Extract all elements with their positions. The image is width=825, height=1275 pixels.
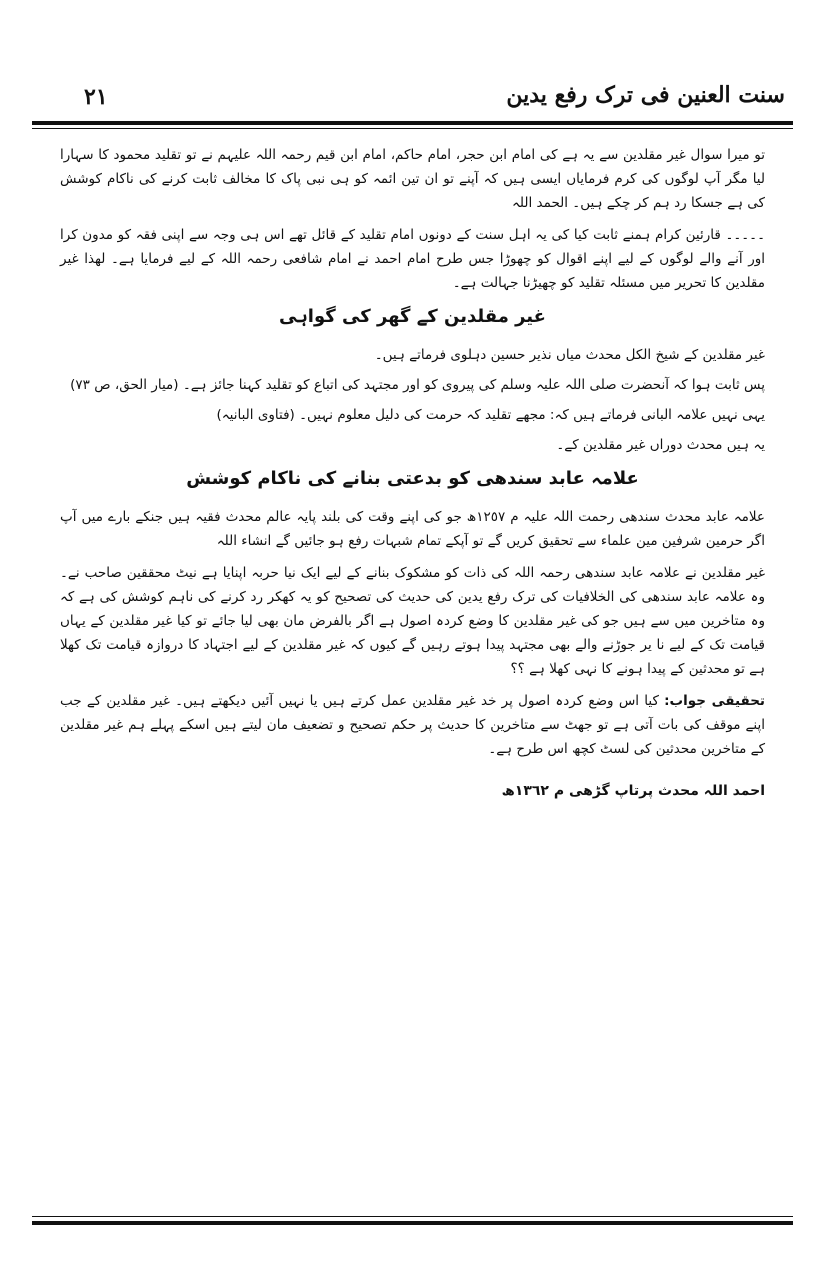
header-rule-thin xyxy=(32,128,793,129)
section1-line: غیر مقلدین کے شیخ الکل محدث میاں نذیر حسین دہلوی فرماتے ہیں۔ xyxy=(374,347,765,363)
page-header xyxy=(32,82,793,120)
paragraph-intro: تو میرا سوال غیر مقلدین سے یہ ہے کی امام ابن حجر، امام حاکم، امام ابن قیم رحمہ اللہ علیہم نے تو تقلید محمود کا سہارا لیا مگر آپ لوگوں کی کرم فرمایاں ایسی ہیں کہ آپنے تو ان تین ائمہ کو ہی نبی پاک کا مخالف ثابت کرنے کی ناکام کوشش کی ہے جسکا رد ہم کر چکے ہیں۔ الحمد اللہ xyxy=(60,147,765,211)
book-title: سنت العنین فی ترک رفع یدین xyxy=(506,82,785,108)
section-heading-testimony: غیر مقلدین کے گھر کی گواہی xyxy=(279,306,546,327)
footer-rule-thick xyxy=(32,1221,793,1225)
section2-paragraph: علامہ عابد محدث سندھی رحمت اللہ علیہ م ١٢٥٧ھ جو کی اپنے وقت کی بلند پایہ عالم محدث فقیہ ہیں جنکے بارے میں آپ اگر حرمین شرفین مین علماء سے تحقیق کریں گے تو آپکے تمام شبہات رفع ہو جائیں گے انشاء اللہ xyxy=(60,509,765,549)
section2-paragraph: غیر مقلدین نے علامہ عابد سندھی رحمہ اللہ کی ذات کو مشکوک بنانے کے لیے ایک نیا حربہ اپنایا ہے نیٹ محققین صاحب نے۔ وہ علامہ عابد سندھی کی الخلافیات کی ترک رفع یدین کی حدیث کی تصحیح کو یہ کھکر رد کرنے کی ناہم کوشش کی ہے کہ وہ متاخرین میں سے ہیں جو کی غیر مقلدین کا وضع کردہ اصول ہے اگر بالفرض مان بھی لیا جائے تو کیا غیر مقلدین کے یہاں قیامت تک کے لیے نا یر جوڑنے والے بھی مجتہد پیدا ہوتے رہیں گے کیوں کہ غیر مقلدین کے لیے اجتہاد کا دروازہ قیامت تک کھلا ہے تو محدثین کے پیدا ہونے کا نہی کھلا ہے ؟؟ xyxy=(60,565,765,677)
paragraph-readers: ۔۔۔۔۔ قارئین کرام ہمنے ثابت کیا کی یہ اہل سنت کے دونوں امام تقلید کے قائل تھے اس ہی وجہ سے اپنی فقہ کو مدون کرا اور آنے والے لوگوں کے لیے اپنے اقوال کو چھوڑا جس طرح امام احمد نے امام شافعی رحمہ اللہ کے لیے فرمایا ہے۔ لھذا غیر مقلدین کا تحریر میں مسئلہ تقلید کو چھیڑنا جہالت ہے۔ xyxy=(60,227,765,291)
section1-line: یہی نہیں علامہ البانی فرماتے ہیں کہ: مجھے تقلید کہ حرمت کی دلیل معلوم نہیں۔ (فتاوی البانیہ) xyxy=(216,407,765,423)
section1-line: یہ ہیں محدث دوراں غیر مقلدین کے۔ xyxy=(556,437,765,453)
scholar-name-line: احمد اللہ محدث پرتاپ گڑھی م ١٣٦٢ھ xyxy=(501,783,765,799)
answer-text: کیا اس وضع کردہ اصول پر خد غیر مقلدین عمل کرتے ہیں یا نہیں آئیں دیکھتے ہیں۔ غیر مقلدین کے جب اپنے موقف کی بات آتی ہے تو جھٹ سے متاخرین کا حدیث پر حکم تصحیح و تضعیف مان لیتے ہیں اسکے پہلے ہم غیر مقلدین کے متاخرین محدثین کی لسٹ کچھ اس طرح ہے۔ xyxy=(60,693,765,757)
section1-line: پس ثابت ہوا کہ آنحضرت صلی اللہ علیہ وسلم کی پیروی کو اور مجتہد کی اتباع کو تقلید کہنا جائز ہے۔ (میار الحق، ص ٧٣) xyxy=(70,377,765,393)
section-heading-sindhi: علامہ عابد سندھی کو بدعتی بنانے کی ناکام کوشش xyxy=(186,468,639,489)
answer-label: تحقیقی جواب: xyxy=(664,693,765,709)
header-rule-thick xyxy=(32,121,793,125)
footer-rule-thin xyxy=(32,1216,793,1217)
page-body xyxy=(60,143,765,803)
page-number: ٢١ xyxy=(84,84,108,110)
answer-paragraph xyxy=(60,689,765,761)
